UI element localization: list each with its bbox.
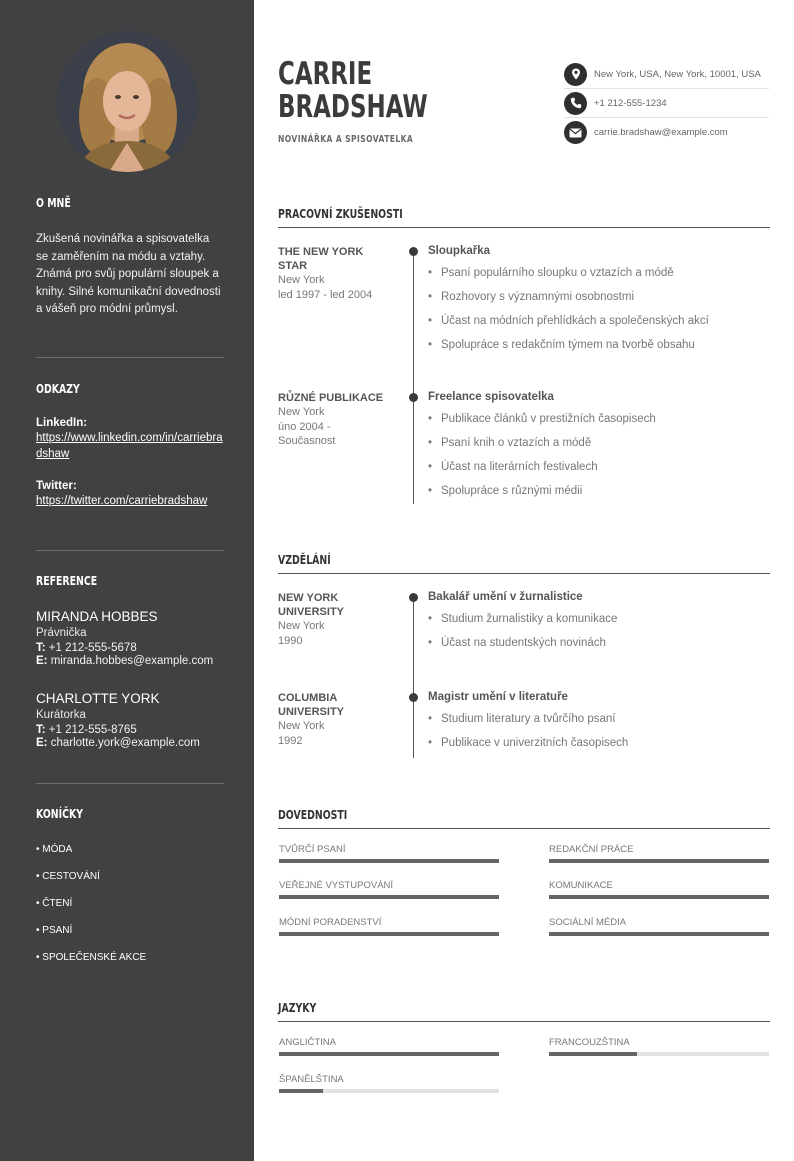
experience-org-block [278,391,393,449]
skill-bar [279,895,499,899]
linkedin-label: LinkedIn: [36,417,88,429]
skill-label: SOCIÁLNÍ MÉDIA [549,917,627,928]
hobbies-list [36,836,224,971]
skill-label: TVŮRČÍ PSANÍ [279,844,346,855]
skill-bar-fill [549,932,769,936]
location: New York [278,274,325,286]
sidebar [0,0,254,1161]
list-item: • Účast na studentských novinách [428,635,770,659]
hobbies-section [36,807,224,821]
skill-bar [549,895,769,899]
language-bar [279,1052,499,1056]
language-bar-fill [279,1089,323,1093]
hobbies-title: KONÍČKY [36,807,84,821]
experience-org-block [278,245,393,302]
list-item: • Účast na literárních festivalech [428,459,770,483]
reference-email: E: charlotte.york@example.com [36,737,200,749]
bullet-list [428,611,770,659]
list-item: • Publikace v univerzitních časopisech [428,735,770,759]
organization-name: NEW YORK UNIVERSITY [278,592,345,618]
language-bar-fill [279,1052,499,1056]
reference-role: Kurátorka [36,709,86,721]
skill-bar [279,859,499,863]
degree: Bakalář umění v žurnalistice [428,591,583,603]
education-timeline [413,597,414,758]
section-rule [278,573,770,574]
skill-bar [279,932,499,936]
skill-label: MÓDNÍ PORADENSTVÍ [279,917,382,928]
language-bar-fill [549,1052,637,1056]
reference-item [36,691,224,749]
list-item: • Psaní knih o vztazích a módě [428,435,770,459]
links-section [36,382,224,396]
list-item: • Studium literatury a tvůrčího psaní [428,711,770,735]
hobby-item: • CESTOVÁNÍ [36,871,100,882]
sidebar-divider [36,550,224,551]
education-org-block [278,591,393,648]
skill-bar [549,859,769,863]
skill-bar-fill [549,895,769,899]
hobby-item: • PSANÍ [36,925,73,936]
dates: úno 2004 - [278,420,331,433]
list-item: • Rozhovory s významnými osobnostmi [428,289,770,313]
list-item: • Publikace článků v prestižních časopisech [428,411,770,435]
section-rule [278,227,770,228]
section-rule [278,1021,770,1022]
profile-photo [57,31,198,172]
skill-bar-fill [279,859,499,863]
skill-item [549,880,769,891]
bullet-list [428,711,770,759]
language-item [279,1037,499,1048]
contact-text: carrie.bradshaw@example.com [594,127,728,138]
candidate-name: CARRIE BRADSHAW [278,56,428,125]
organization-name: RŮZNÉ PUBLIKACE [278,392,384,404]
about-title: O MNĚ [36,196,71,210]
links-title: ODKAZY [36,382,80,396]
candidate-title: NOVINÁŘKA A SPISOVATELKA [278,134,414,145]
skill-label: KOMUNIKACE [549,880,613,891]
list-item: • Psaní populárního sloupku o vztazích a módě [428,265,770,289]
education-details [428,591,770,659]
list-item: • Spolupráce s redakčním týmem na tvorbě obsahu [428,337,770,361]
contact-address [564,60,769,89]
reference-item [36,609,224,667]
skill-bar-fill [279,932,499,936]
organization-name: COLUMBIA UNIVERSITY [278,692,345,718]
skill-item [549,844,769,855]
language-item [549,1037,769,1048]
reference-name: MIRANDA HOBBES [36,609,158,624]
phone-icon [564,92,587,115]
dates-end: Současnost [278,435,336,447]
skill-label: REDAKČNÍ PRÁCE [549,844,634,855]
language-label: ANGLIČTINA [279,1037,337,1048]
skill-bar-fill [279,895,499,899]
language-label: FRANCOUZŠTINA [549,1037,630,1048]
link-twitter [36,480,224,509]
dates: led 1997 - led 2004 [278,288,373,301]
language-bar [279,1089,499,1093]
bullet-list [428,265,770,361]
skill-item [279,844,499,855]
reference-role: Právnička [36,627,87,639]
skills-title: DOVEDNOSTI [278,808,348,822]
timeline-dot [409,593,418,602]
hobby-item: • MÓDA [36,844,73,855]
education-org-block [278,691,393,748]
skill-item [279,917,499,928]
skill-bar-fill [549,859,769,863]
job-role: Sloupkařka [428,245,490,257]
organization-name: THE NEW YORK STAR [278,246,364,272]
timeline-dot [409,247,418,256]
twitter-url[interactable]: https://twitter.com/carriebradshaw [36,495,208,507]
language-bar [549,1052,769,1056]
experience-title: PRACOVNÍ ZKUŠENOSTI [278,207,403,221]
bullet-list [428,411,770,507]
twitter-label: Twitter: [36,480,77,492]
location: New York [278,720,325,732]
dates: 1992 [278,734,303,747]
language-item [279,1074,499,1085]
references-section [36,574,224,588]
experience-timeline [413,251,414,504]
contact-text: +1 212-555-1234 [594,97,667,109]
contact-phone [564,89,769,118]
contact-email [564,118,769,147]
experience-details [428,391,770,507]
sidebar-divider [36,783,224,784]
reference-name: CHARLOTTE YORK [36,691,160,706]
linkedin-url[interactable]: https://www.linkedin.com/in/carriebradshaw [36,432,223,460]
education-details [428,691,770,759]
section-rule [278,828,770,829]
timeline-dot [409,693,418,702]
languages-title: JAZYKY [278,1001,317,1015]
reference-phone: T: +1 212-555-8765 [36,724,137,736]
link-linkedin [36,417,224,462]
location-pin-icon [564,63,587,86]
timeline-dot [409,393,418,402]
list-item: • Studium žurnalistiky a komunikace [428,611,770,635]
reference-phone: T: +1 212-555-5678 [36,642,137,654]
experience-details [428,245,770,361]
skill-item [279,880,499,891]
job-role: Freelance spisovatelka [428,391,554,403]
references-title: REFERENCE [36,574,98,588]
degree: Magistr umění v literatuře [428,691,568,703]
list-item: • Účast na módních přehlídkách a společenských akcí [428,313,770,337]
hobby-item: • ČTENÍ [36,898,73,909]
reference-email: E: miranda.hobbes@example.com [36,655,214,667]
education-title: VZDĚLÁNÍ [278,553,331,567]
skill-item [549,917,769,928]
location: New York [278,406,325,418]
location: New York [278,620,325,632]
language-label: ŠPANĚLŠTINA [279,1074,344,1085]
skill-label: VEŘEJNÉ VYSTUPOVÁNÍ [279,880,394,891]
about-section [36,196,224,210]
contact-text: New York, USA, New York, 10001, USA [594,68,761,80]
about-text: Zkušená novinářka a spisovatelka se zaměřením na módu a vztahy. Známá pro svůj populární sloupek a knihy. Silné komunikační dovednosti a vášeň pro módní průmysl. [36,233,221,315]
envelope-icon [564,121,587,144]
skill-bar [549,932,769,936]
hobby-item: • SPOLEČENSKÉ AKCE [36,952,147,963]
sidebar-divider [36,357,224,358]
dates: 1990 [278,634,303,647]
list-item: • Spolupráce s různými médii [428,483,770,507]
